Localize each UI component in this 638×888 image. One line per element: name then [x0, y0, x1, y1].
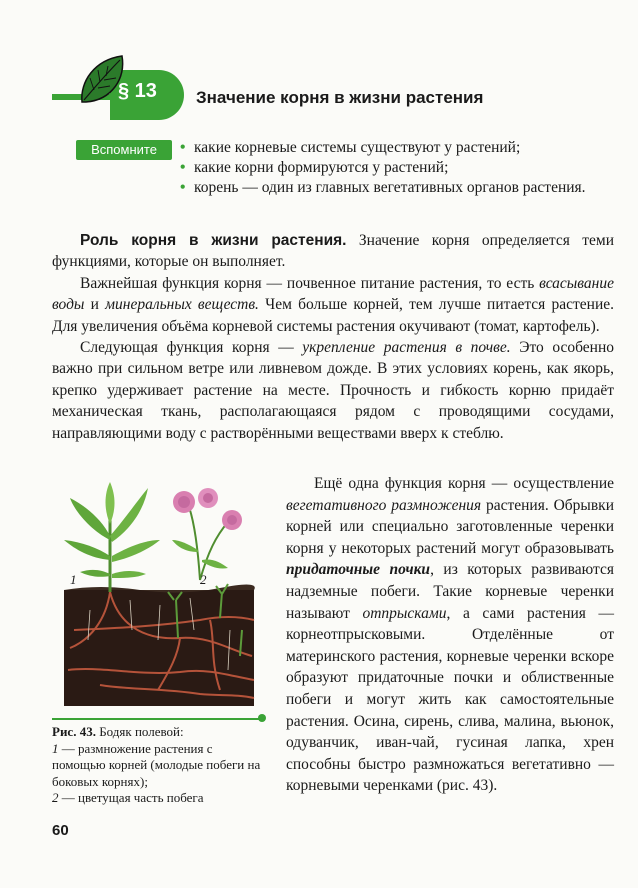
paragraph — [52, 273, 614, 337]
figure-label-2: 2 — [200, 572, 207, 587]
emphasis: минеральных веществ. — [105, 296, 259, 314]
figure-caption — [52, 724, 262, 807]
plant-illustration — [60, 480, 260, 708]
figure-label-1: 1 — [70, 572, 77, 587]
emphasis: отпрысками — [362, 604, 447, 622]
text-run: и — [84, 296, 106, 314]
text-run: , из которых развиваются надземные побеги. Такие корневые черенки называют — [286, 561, 614, 622]
side-text — [286, 473, 614, 797]
remember-badge: Вспомните — [76, 140, 172, 160]
caption-title: Рис. 43. — [52, 724, 96, 739]
text-run: Чем больше корней, тем лучше питается растение. Для увеличения объёма корневой системы растения окучивают (томат, картофель). — [52, 296, 615, 335]
text-run: Ещё одна функция корня — осуществление — [314, 475, 614, 492]
page-number: 60 — [52, 822, 69, 839]
text-run: Значение корня определяется теми функциями, которые он выполняет. — [52, 232, 614, 271]
flowering-shoot — [172, 488, 242, 580]
page-title: Значение корня в жизни растения — [196, 88, 484, 107]
caption-text-2: — цветущая часть побега — [58, 790, 204, 805]
paragraph — [286, 473, 614, 797]
text-run: растения. Обрывки корней или специально заготовленные черенки корня у некоторых растений могут образовывать — [286, 496, 614, 557]
text-run: Следующая функция корня — — [80, 339, 303, 357]
bold-emphasis: придаточные почки — [286, 561, 431, 579]
body-text — [52, 230, 614, 444]
emphasis: укрепление растения в почве. — [302, 339, 511, 357]
emphasis: всасывание воды — [52, 274, 614, 314]
caption-number-1: 1 — [52, 740, 59, 756]
text-run: Это особенно важно при сильном ветре или ливневом дожде. В этих условиях корень, как якорь, крепко удерживает растение на месте. Прочность и гибкость корню придаёт механическая ткань, располагающаяся рядом с проводящими сосудами, направляющими воду с растворёнными веществами вверх к стеблю. — [52, 339, 615, 442]
list-item: • какие корни формируются у растений; — [180, 158, 590, 178]
caption-number-2: 2 — [52, 790, 59, 805]
text-run: , а сами растения — корнеотпрысковыми. Отделённые от материнского растения, корневые черенки вскоре образуют придаточные почки и облиственные побеги и могут жить как самостоятельные растения. Осина, сирень, слива, малина, вьюнок, одуванчик, иван-чай, гусиная лапка, хрен способны быстро размножаться вегетативно — корневыми черенками (рис. 43). — [286, 604, 614, 795]
remember-list — [180, 138, 590, 198]
section-lead: Роль корня в жизни растения. — [80, 232, 347, 249]
text-run: Важнейшая функция корня — почвенное питание растения, то есть — [80, 274, 540, 292]
paragraph-number: § 13 — [118, 80, 157, 102]
figure-43 — [60, 480, 260, 708]
caption-name: Бодяк полевой: — [95, 724, 184, 739]
figure-divider-dot — [258, 714, 266, 722]
figure-divider — [52, 718, 264, 720]
caption-text-1: — размножение растения с помощью корней (молодые побеги на боковых корнях); — [52, 740, 261, 789]
list-item: • какие корневые системы существуют у растений; — [180, 138, 590, 158]
paragraph — [52, 337, 614, 444]
young-plant — [64, 482, 160, 592]
emphasis: вегетативного размножения — [286, 496, 482, 514]
paragraph — [52, 230, 614, 273]
list-item: • корень — один из главных вегетативных органов растения. — [180, 178, 590, 198]
